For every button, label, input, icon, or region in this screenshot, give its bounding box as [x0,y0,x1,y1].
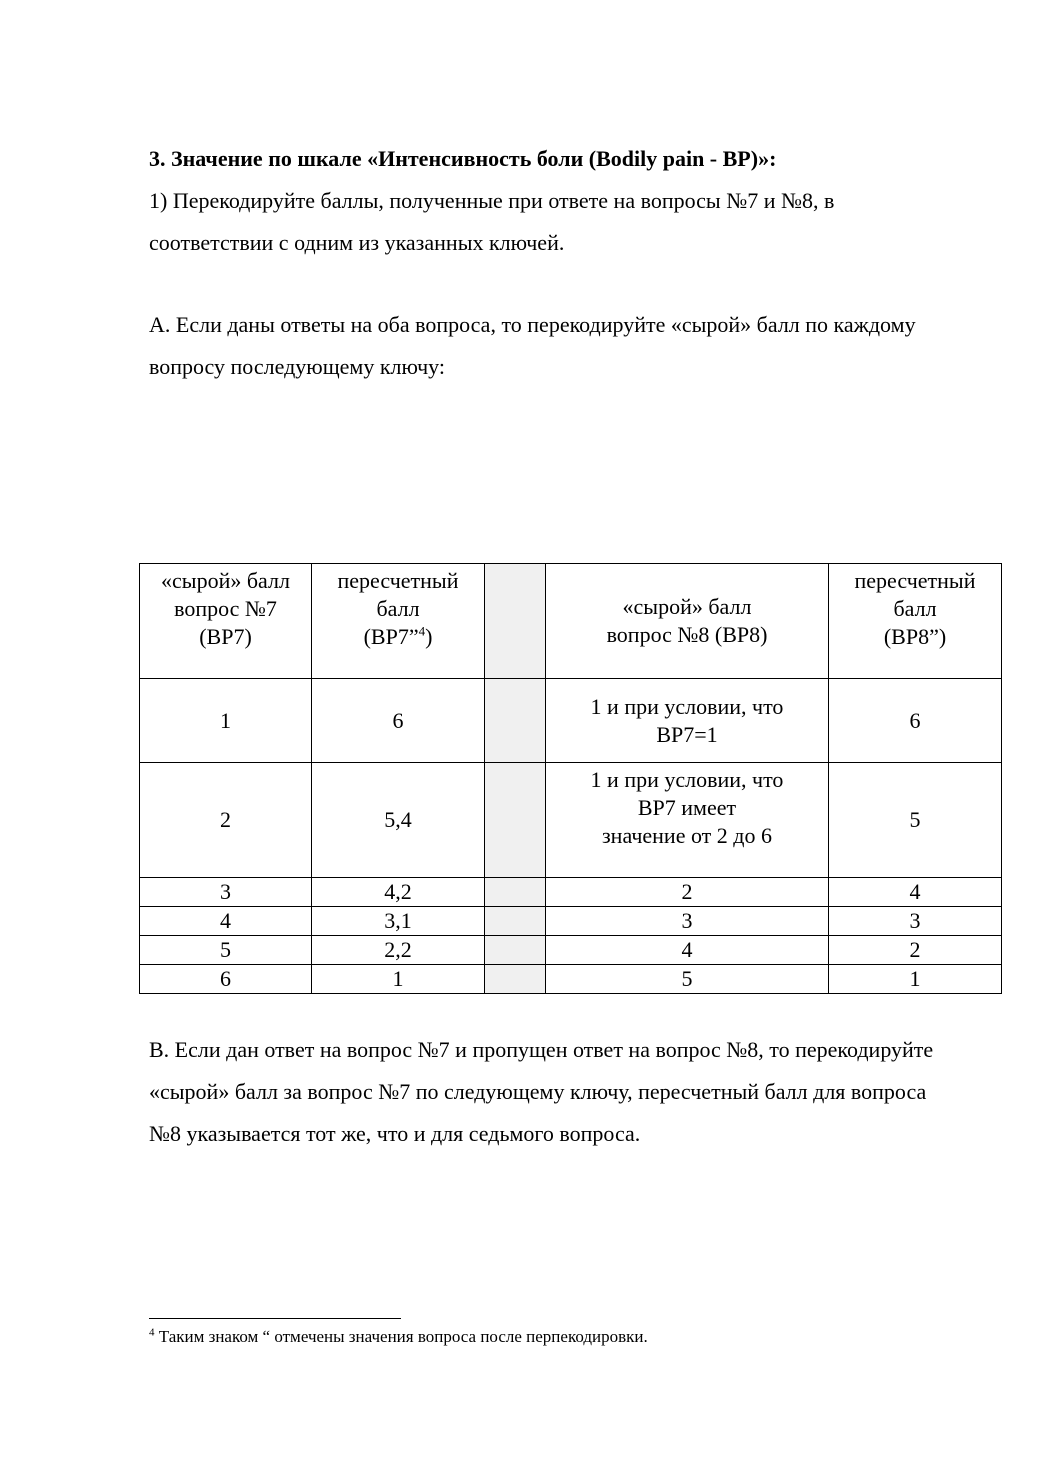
cell-recoded-bp8: 4 [829,878,1002,907]
footnote-text: Таким знаком “ отмечены значения вопроса после перпекодировки. [154,1327,648,1346]
cell-raw-bp7: 5 [140,936,312,965]
gap-column [485,878,546,907]
table-row [140,679,1002,763]
cell-recoded-bp8: 3 [829,907,1002,936]
cell-raw-bp7: 4 [140,907,312,936]
gap-column [485,679,546,763]
gap-column [485,564,546,679]
gap-column [485,965,546,994]
section-heading: 3. Значение по шкале «Интенсивность боли (Bodily pain - BP)»: [149,146,777,171]
cell-recoded-bp7: 2,2 [312,936,485,965]
footnote [149,1326,949,1348]
cell-recoded-bp7: 6 [312,679,485,763]
gap-column [485,907,546,936]
table-row [140,907,1002,936]
cell-raw-bp7: 1 [140,679,312,763]
case-b-paragraph: В. Если дан ответ на вопрос №7 и пропущен ответ на вопрос №8, то перекодируйте «сырой» балл за вопрос №7 по следующему ключу, пересчетный балл для вопроса №8 указывается тот же, что и для седьмого вопроса. [149,1037,934,1146]
cell-raw-bp7: 3 [140,878,312,907]
header-recoded-bp8: пересчетный балл (ВР8”) [829,564,1002,679]
cell-recoded-bp8: 6 [829,679,1002,763]
header-raw-bp8: «сырой» балл вопрос №8 (ВР8) [546,564,829,679]
cell-recoded-bp7: 5,4 [312,763,485,878]
cell-raw-bp8: 5 [546,965,829,994]
cell-raw-bp8: 2 [546,878,829,907]
cell-raw-bp8: 1 и при условии, что ВР7 имеет значение от 2 до 6 [546,763,829,878]
header-recoded-bp7: пересчетный балл (ВР7”$^4$) [312,564,485,679]
cell-recoded-bp7: 1 [312,965,485,994]
cell-raw-bp7: 2 [140,763,312,878]
cell-raw-bp8: 3 [546,907,829,936]
cell-raw-bp8: 1 и при условии, что ВР7=1 [546,679,829,763]
gap-column [485,936,546,965]
cell-raw-bp7: 6 [140,965,312,994]
cell-recoded-bp7: 4,2 [312,878,485,907]
cell-recoded-bp8: 2 [829,936,1002,965]
footnote-ref: 4 [418,623,426,639]
footnote-mark: 4 [149,1326,155,1339]
table-row [140,763,1002,878]
cell-recoded-bp7: 3,1 [312,907,485,936]
table-row [140,878,1002,907]
recoding-key-table [139,563,1002,994]
cell-recoded-bp8: 1 [829,965,1002,994]
footnote-divider [149,1318,401,1319]
table-row [140,965,1002,994]
instruction-paragraph: 1) Перекодируйте баллы, полученные при ответе на вопросы №7 и №8, в соответствии с одним из указанных ключей. [149,188,835,255]
table-row [140,936,1002,965]
table-header-row [140,564,1002,679]
header-raw-bp7: «сырой» балл вопрос №7 (ВР7) [140,564,312,679]
gap-column [485,763,546,878]
cell-raw-bp8: 4 [546,936,829,965]
cell-recoded-bp8: 5 [829,763,1002,878]
case-a-paragraph: А. Если даны ответы на оба вопроса, то перекодируйте «сырой» балл по каждому вопросу последующему ключу: [149,312,916,379]
